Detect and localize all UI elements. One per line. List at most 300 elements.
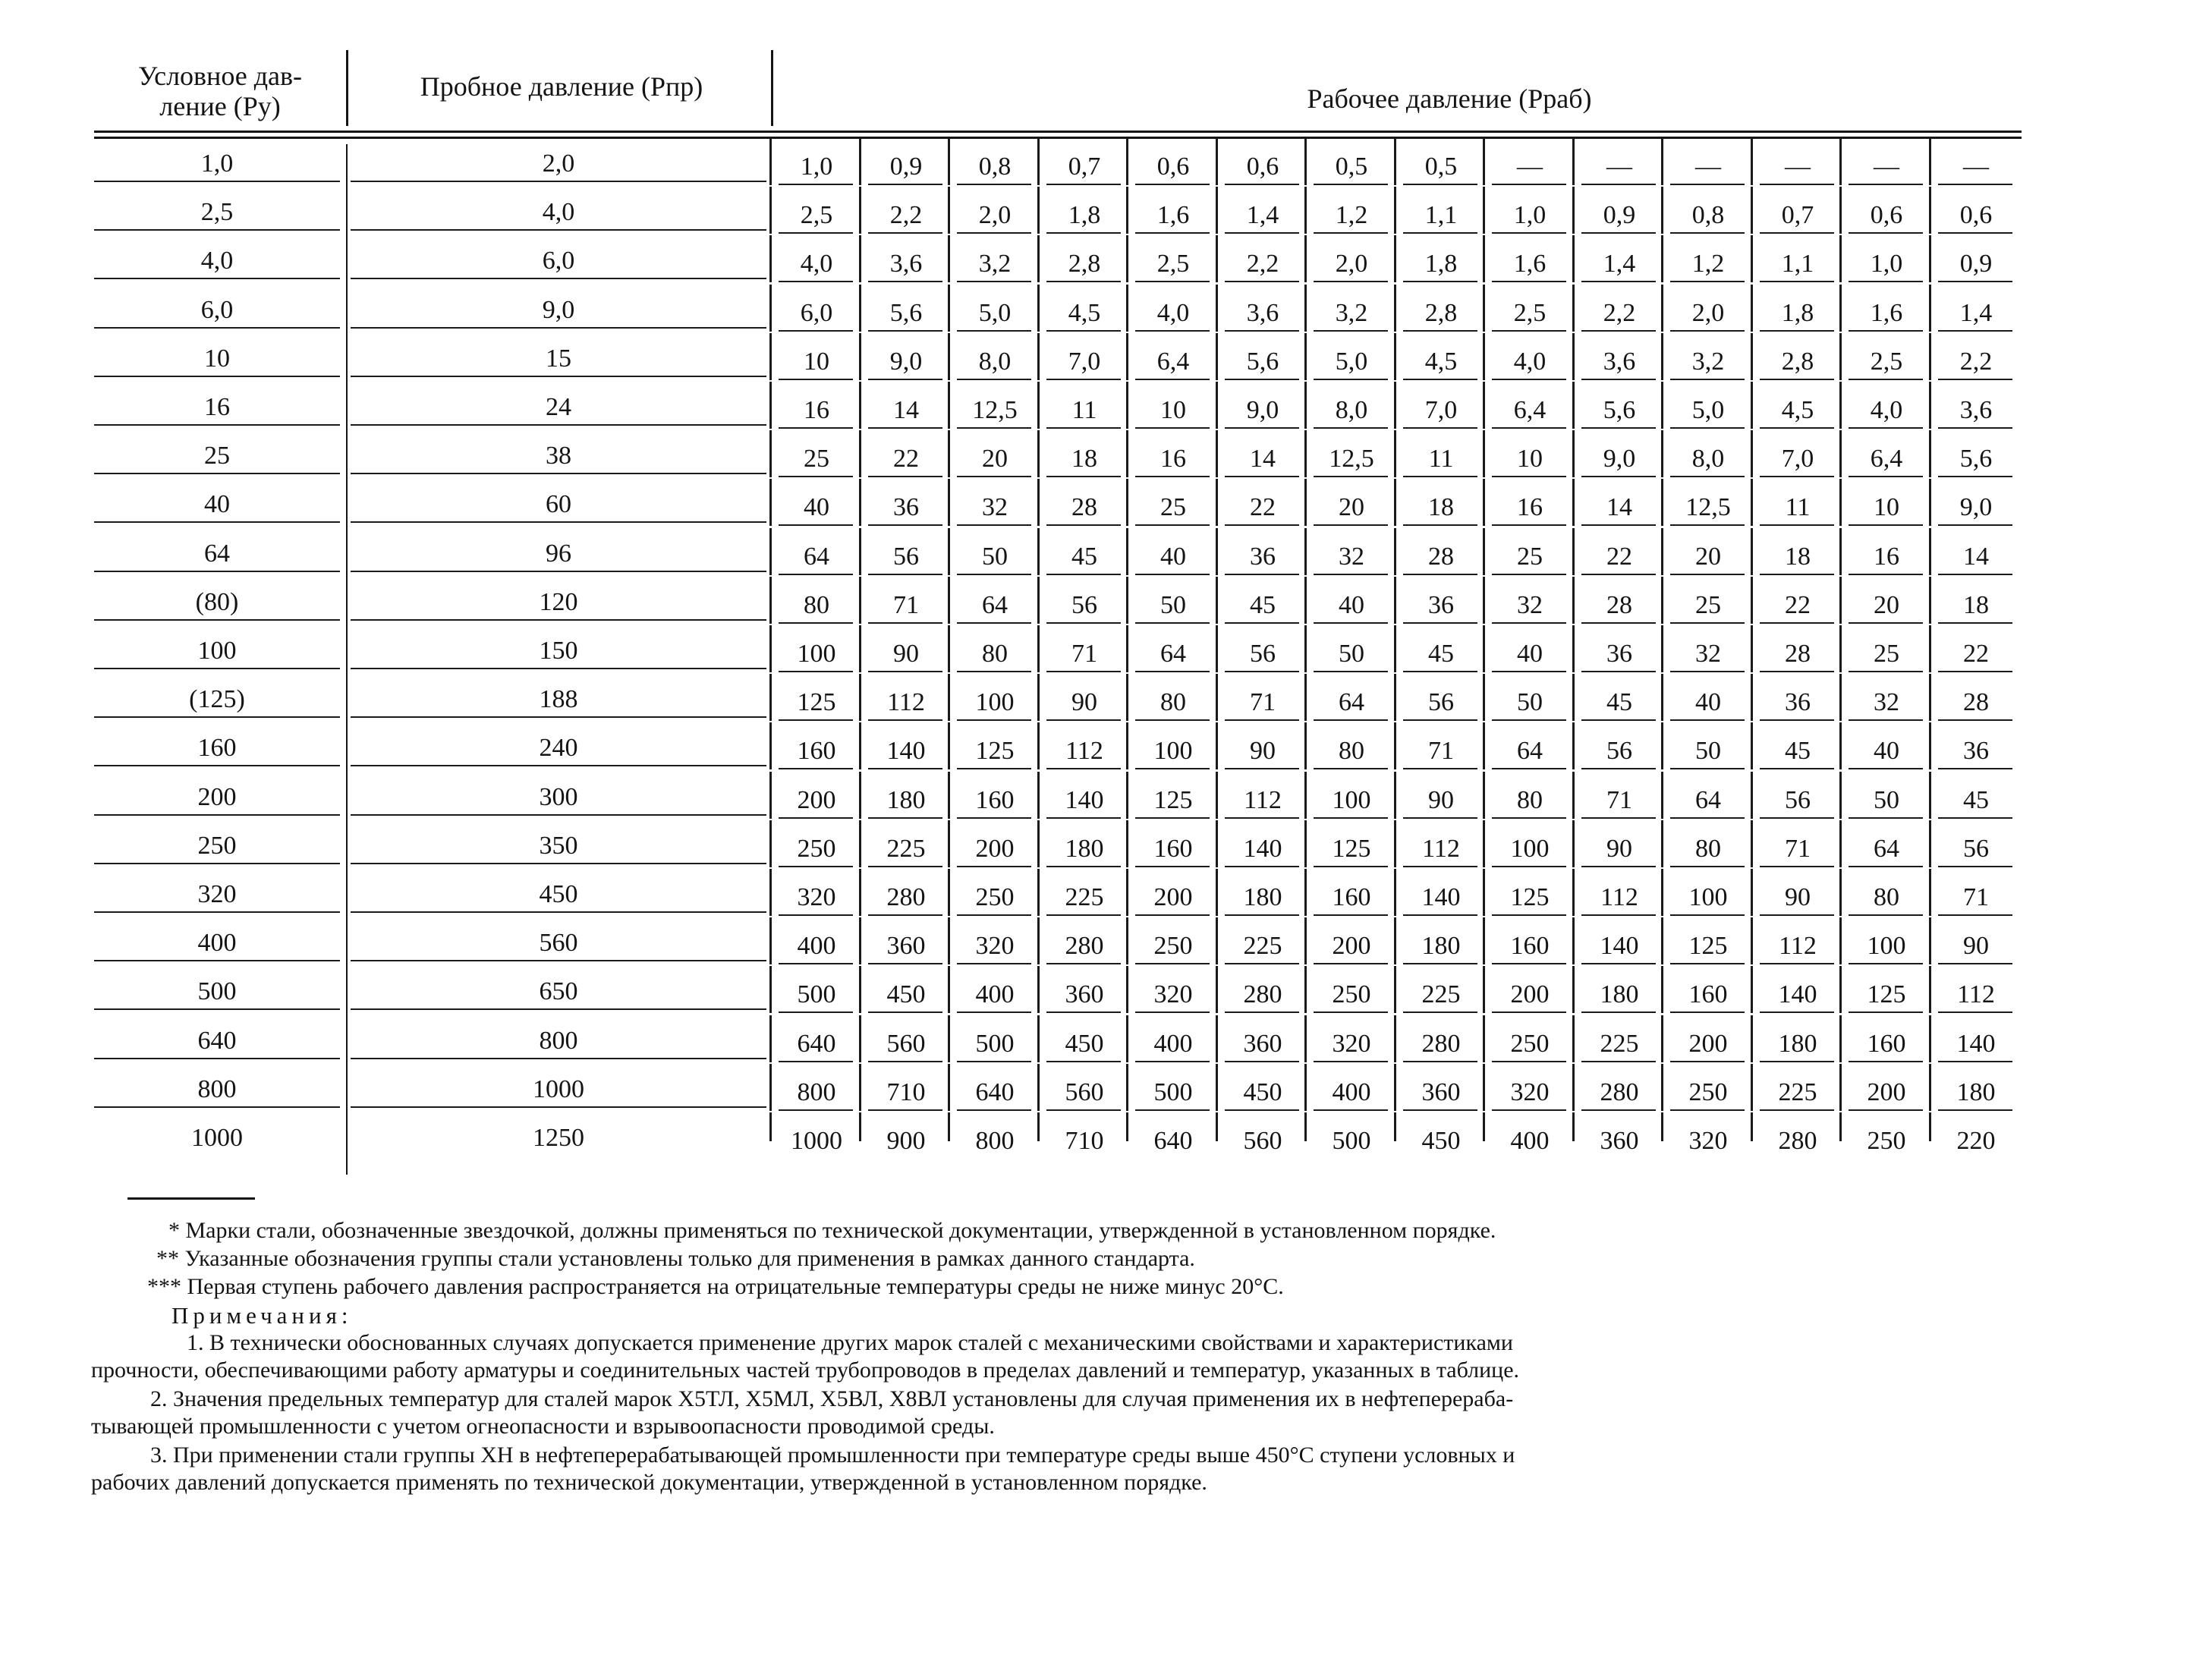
cell-underline xyxy=(1849,1011,1923,1013)
cell-divider xyxy=(1304,917,1307,964)
cell-underline xyxy=(1670,379,1745,380)
cell-divider xyxy=(948,285,950,332)
work-pressure-cell: 0,7 xyxy=(1781,201,1814,229)
cell-underline xyxy=(1046,719,1121,721)
cell-divider xyxy=(1661,772,1663,819)
cell-divider xyxy=(1483,577,1485,624)
cell-underline xyxy=(1403,574,1477,575)
cell-underline xyxy=(868,574,942,575)
cell-divider xyxy=(769,966,772,1013)
work-pressure-cell: 360 xyxy=(1600,1127,1639,1155)
work-pressure-cell: 160 xyxy=(1153,835,1193,863)
cell-divider xyxy=(1929,285,1931,332)
cell-divider xyxy=(1572,138,1575,185)
cell-divider xyxy=(1216,382,1218,429)
cell-divider xyxy=(1751,479,1753,526)
header-conditional-pressure: Условное дав- ление (Pу) xyxy=(137,61,303,121)
work-pressure-cell: 1,6 xyxy=(1156,201,1190,229)
cell-divider xyxy=(1661,577,1663,624)
cell-underline xyxy=(779,427,853,429)
cell-underline xyxy=(1581,671,1656,672)
work-pressure-cell: 160 xyxy=(975,786,1015,814)
cell-divider xyxy=(948,528,950,575)
cell-underline xyxy=(1760,622,1834,624)
work-pressure-cell: 9,0 xyxy=(1246,396,1279,424)
cell-underline xyxy=(1403,1011,1477,1013)
cell-divider xyxy=(1483,869,1485,916)
cell-divider xyxy=(1572,820,1575,867)
cell-underline xyxy=(779,476,853,477)
cell-divider xyxy=(859,869,861,916)
row-underline xyxy=(351,1008,766,1010)
cell-underline xyxy=(1403,719,1477,721)
work-pressure-cell: 100 xyxy=(1153,737,1193,765)
cell-underline xyxy=(1225,817,1299,819)
cell-underline xyxy=(1760,768,1834,769)
cell-divider xyxy=(1751,430,1753,477)
work-pressure-cell: 710 xyxy=(886,1078,926,1106)
cell-underline xyxy=(1760,866,1834,867)
work-pressure-cell: 450 xyxy=(1421,1127,1461,1155)
work-pressure-cell: 9,0 xyxy=(889,348,923,376)
cond-pressure-cell: 40 xyxy=(204,490,230,518)
work-pressure-cell: 800 xyxy=(975,1127,1015,1155)
cell-underline xyxy=(957,963,1031,964)
cell-underline xyxy=(779,914,853,916)
cell-divider xyxy=(859,674,861,721)
cell-underline xyxy=(868,914,942,916)
cell-divider xyxy=(948,382,950,429)
cell-underline xyxy=(868,866,942,867)
work-pressure-cell: 64 xyxy=(1517,737,1543,765)
cell-underline xyxy=(779,330,853,332)
work-pressure-cell: 16 xyxy=(1160,445,1186,473)
cell-divider xyxy=(1661,382,1663,429)
work-pressure-cell: 50 xyxy=(1160,591,1186,619)
work-pressure-cell: 1,8 xyxy=(1068,201,1101,229)
cell-divider xyxy=(1572,625,1575,672)
work-pressure-cell: 50 xyxy=(982,543,1008,571)
cell-underline xyxy=(1314,574,1388,575)
work-pressure-cell: 220 xyxy=(1956,1127,1996,1155)
cell-divider xyxy=(1037,528,1040,575)
cell-divider xyxy=(1839,722,1842,769)
cell-underline xyxy=(1760,914,1834,916)
cell-underline xyxy=(779,768,853,769)
cell-underline xyxy=(1314,281,1388,282)
cell-underline xyxy=(1403,476,1477,477)
row-underline xyxy=(94,229,340,231)
cell-underline xyxy=(1135,817,1210,819)
cell-divider xyxy=(1661,333,1663,380)
cond-pressure-cell: 4,0 xyxy=(200,247,234,275)
cell-divider xyxy=(1483,138,1485,185)
footnote-2: ** Указанные обозначения группы стали установлены только для применения в рамках данного стандарта. xyxy=(156,1246,1195,1271)
cell-underline xyxy=(868,1011,942,1013)
work-pressure-cell: 0,5 xyxy=(1424,153,1458,181)
cell-divider xyxy=(859,285,861,332)
cell-divider xyxy=(1216,430,1218,477)
cell-divider xyxy=(1572,966,1575,1013)
cell-divider xyxy=(1216,138,1218,185)
test-pressure-cell: 15 xyxy=(546,344,571,373)
cell-underline xyxy=(1938,671,2012,672)
cell-divider xyxy=(1661,528,1663,575)
cell-underline xyxy=(1135,1061,1210,1062)
work-pressure-cell: 90 xyxy=(1606,835,1632,863)
work-pressure-cell: 180 xyxy=(1778,1030,1817,1058)
cell-divider xyxy=(1394,577,1396,624)
cell-underline xyxy=(1492,1109,1566,1111)
work-pressure-cell: 45 xyxy=(1428,640,1454,668)
work-pressure-cell: 250 xyxy=(1153,932,1193,960)
cell-divider xyxy=(1037,235,1040,282)
cell-divider xyxy=(1572,1064,1575,1111)
work-pressure-cell: 16 xyxy=(804,396,829,424)
cell-underline xyxy=(1314,768,1388,769)
cell-underline xyxy=(1135,524,1210,526)
cell-divider xyxy=(1394,1064,1396,1111)
cell-underline xyxy=(779,622,853,624)
cell-divider xyxy=(1929,382,1931,429)
cond-pressure-cell: 100 xyxy=(197,637,237,665)
work-pressure-cell: 400 xyxy=(797,932,836,960)
work-pressure-cell: 56 xyxy=(1963,835,1989,863)
cell-underline xyxy=(957,914,1031,916)
cell-divider xyxy=(1304,479,1307,526)
cell-divider xyxy=(1751,1015,1753,1062)
work-pressure-cell: 45 xyxy=(1250,591,1276,619)
work-pressure-cell: 90 xyxy=(1250,737,1276,765)
row-underline xyxy=(351,376,766,377)
work-pressure-cell: 280 xyxy=(886,883,926,911)
test-pressure-cell: 150 xyxy=(539,637,578,665)
cell-underline xyxy=(1046,671,1121,672)
work-pressure-cell: 2,2 xyxy=(889,201,923,229)
cell-divider xyxy=(1483,966,1485,1013)
cell-divider xyxy=(859,625,861,672)
cell-divider xyxy=(1661,1064,1663,1111)
cell-divider xyxy=(769,722,772,769)
cell-divider xyxy=(859,1064,861,1111)
work-pressure-cell: 64 xyxy=(1874,835,1899,863)
cell-underline xyxy=(1135,184,1210,185)
cell-divider xyxy=(1394,528,1396,575)
cell-divider xyxy=(1661,479,1663,526)
cell-divider xyxy=(1394,1112,1396,1141)
work-pressure-cell: 36 xyxy=(1785,688,1811,716)
cell-divider xyxy=(1304,625,1307,672)
cell-underline xyxy=(1670,963,1745,964)
cell-divider xyxy=(1216,479,1218,526)
cell-underline xyxy=(1492,963,1566,964)
cell-underline xyxy=(1046,1061,1121,1062)
cell-divider xyxy=(859,772,861,819)
work-pressure-cell: 320 xyxy=(1153,980,1193,1008)
cell-underline xyxy=(1760,1109,1834,1111)
work-pressure-cell: 0,8 xyxy=(1691,201,1725,229)
cell-underline xyxy=(1581,184,1656,185)
work-pressure-cell: 640 xyxy=(975,1078,1015,1106)
cell-divider xyxy=(769,1064,772,1111)
cell-divider xyxy=(769,479,772,526)
work-pressure-cell: 56 xyxy=(1428,688,1454,716)
cell-underline xyxy=(1938,1011,2012,1013)
cell-underline xyxy=(1581,574,1656,575)
cell-divider xyxy=(1751,869,1753,916)
test-pressure-cell: 120 xyxy=(539,588,578,616)
cell-underline xyxy=(1938,768,2012,769)
cell-divider xyxy=(1751,722,1753,769)
cell-underline xyxy=(1581,330,1656,332)
cell-divider xyxy=(1751,285,1753,332)
cell-underline xyxy=(1046,963,1121,964)
cond-pressure-cell: 1,0 xyxy=(200,149,234,178)
cell-underline xyxy=(1492,914,1566,916)
cell-underline xyxy=(1492,1061,1566,1062)
work-pressure-cell: 9,0 xyxy=(1603,445,1636,473)
cell-underline xyxy=(1760,1011,1834,1013)
cell-underline xyxy=(1670,719,1745,721)
work-pressure-cell: 500 xyxy=(1153,1078,1193,1106)
cell-underline xyxy=(868,719,942,721)
cell-divider xyxy=(769,1112,772,1141)
cell-divider xyxy=(859,333,861,380)
work-pressure-cell: 28 xyxy=(1071,493,1097,521)
work-pressure-cell: 320 xyxy=(797,883,836,911)
cell-divider xyxy=(1483,772,1485,819)
test-pressure-cell: 240 xyxy=(539,734,578,762)
work-pressure-cell: 1,4 xyxy=(1246,201,1279,229)
work-pressure-cell: 1,4 xyxy=(1603,250,1636,278)
cell-underline xyxy=(1492,476,1566,477)
work-pressure-cell: 45 xyxy=(1963,786,1989,814)
work-pressure-cell: 0,6 xyxy=(1959,201,1993,229)
cell-underline xyxy=(1760,817,1834,819)
work-pressure-cell: 22 xyxy=(1250,493,1276,521)
cell-divider xyxy=(859,528,861,575)
cell-underline xyxy=(1225,768,1299,769)
cell-divider xyxy=(1572,674,1575,721)
cell-divider xyxy=(1483,479,1485,526)
cond-pressure-cell: 64 xyxy=(204,540,230,568)
cell-divider xyxy=(948,1015,950,1062)
cell-divider xyxy=(859,820,861,867)
cell-underline xyxy=(1225,184,1299,185)
cell-divider xyxy=(769,333,772,380)
work-pressure-cell: 2,0 xyxy=(1691,299,1725,327)
cell-underline xyxy=(1225,914,1299,916)
cell-divider xyxy=(1304,722,1307,769)
work-pressure-cell: 7,0 xyxy=(1424,396,1458,424)
cell-divider xyxy=(1394,869,1396,916)
row-underline xyxy=(351,1058,766,1059)
row-underline xyxy=(351,814,766,816)
cond-pressure-cell: 16 xyxy=(204,393,230,421)
cell-underline xyxy=(1046,379,1121,380)
cell-underline xyxy=(1225,524,1299,526)
work-pressure-cell: 360 xyxy=(1421,1078,1461,1106)
work-pressure-cell: 80 xyxy=(1517,786,1543,814)
cell-underline xyxy=(1938,476,2012,477)
header-divider-1 xyxy=(346,50,348,126)
cell-divider xyxy=(1751,625,1753,672)
work-pressure-cell: 7,0 xyxy=(1068,348,1101,376)
cell-divider xyxy=(1751,138,1753,185)
cell-divider xyxy=(1572,333,1575,380)
work-pressure-cell: 0,8 xyxy=(978,153,1012,181)
row-underline xyxy=(351,716,766,718)
cell-underline xyxy=(1670,914,1745,916)
work-pressure-cell: 4,5 xyxy=(1781,396,1814,424)
work-pressure-cell: 56 xyxy=(893,543,919,571)
work-pressure-cell: 160 xyxy=(1510,932,1550,960)
column-divider-1 xyxy=(346,144,348,1175)
cell-underline xyxy=(1135,574,1210,575)
work-pressure-cell: 71 xyxy=(1785,835,1811,863)
work-pressure-cell: 45 xyxy=(1071,543,1097,571)
cell-divider xyxy=(1839,1064,1842,1111)
cell-underline xyxy=(1492,184,1566,185)
note-3-line-2: рабочих давлений допускается применять по технической документации, утвержденной в установленном порядке. xyxy=(91,1470,1207,1495)
work-pressure-cell: 22 xyxy=(893,445,919,473)
work-pressure-cell: 71 xyxy=(1428,737,1454,765)
test-pressure-cell: 6,0 xyxy=(542,247,575,275)
cell-underline xyxy=(1403,184,1477,185)
cell-underline xyxy=(1849,768,1923,769)
row-underline xyxy=(94,181,340,182)
header-test-pressure: Пробное давление (Pпр) xyxy=(420,71,703,102)
work-pressure-cell: 1,8 xyxy=(1781,299,1814,327)
cell-divider xyxy=(1394,138,1396,185)
work-pressure-cell: 320 xyxy=(975,932,1015,960)
work-pressure-cell: 4,0 xyxy=(800,250,833,278)
cell-underline xyxy=(1135,232,1210,234)
work-pressure-cell: 9,0 xyxy=(1959,493,1993,521)
work-pressure-cell: 180 xyxy=(1243,883,1282,911)
cell-divider xyxy=(1839,772,1842,819)
cell-divider xyxy=(1216,1112,1218,1141)
cell-divider xyxy=(1126,772,1128,819)
cell-divider xyxy=(1304,138,1307,185)
note-1-line-2: прочности, обеспечивающими работу арматуры и соединительных частей трубопроводов в пределах давлений и температур, указанных в таблице. xyxy=(91,1358,1520,1383)
cell-divider xyxy=(1216,285,1218,332)
work-pressure-cell: 250 xyxy=(1510,1030,1550,1058)
work-pressure-cell: 320 xyxy=(1510,1078,1550,1106)
cell-divider xyxy=(1751,333,1753,380)
work-pressure-cell: 0,6 xyxy=(1246,153,1279,181)
work-pressure-cell: 1,0 xyxy=(1870,250,1903,278)
cell-divider xyxy=(1126,674,1128,721)
row-underline xyxy=(94,863,340,864)
cell-underline xyxy=(1581,817,1656,819)
row-underline xyxy=(94,327,340,329)
row-underline xyxy=(94,424,340,426)
cell-divider xyxy=(1394,382,1396,429)
row-underline xyxy=(94,278,340,279)
cell-underline xyxy=(1581,622,1656,624)
row-underline xyxy=(351,521,766,523)
cell-underline xyxy=(1760,232,1834,234)
cell-underline xyxy=(1581,866,1656,867)
cell-divider xyxy=(1126,187,1128,234)
work-pressure-cell: 160 xyxy=(1332,883,1371,911)
cell-underline xyxy=(1403,866,1477,867)
cell-underline xyxy=(868,1109,942,1111)
cell-divider xyxy=(1751,382,1753,429)
cell-underline xyxy=(1849,379,1923,380)
cell-divider xyxy=(1394,1015,1396,1062)
cell-underline xyxy=(779,184,853,185)
work-pressure-cell: 2,2 xyxy=(1246,250,1279,278)
work-pressure-cell: 0,9 xyxy=(889,153,923,181)
row-underline xyxy=(351,571,766,572)
cell-divider xyxy=(1839,966,1842,1013)
cell-divider xyxy=(1394,674,1396,721)
cell-underline xyxy=(1938,524,2012,526)
cell-divider xyxy=(859,138,861,185)
row-underline xyxy=(94,571,340,572)
work-pressure-cell: 640 xyxy=(797,1030,836,1058)
work-pressure-cell: — xyxy=(1695,153,1721,181)
cell-divider xyxy=(1929,869,1931,916)
cell-underline xyxy=(1581,719,1656,721)
cell-underline xyxy=(1225,574,1299,575)
cell-divider xyxy=(1216,333,1218,380)
cell-divider xyxy=(1126,382,1128,429)
work-pressure-cell: 2,5 xyxy=(1513,299,1547,327)
cell-underline xyxy=(1938,963,2012,964)
work-pressure-cell: 320 xyxy=(1688,1127,1728,1155)
cell-underline xyxy=(1581,524,1656,526)
cell-underline xyxy=(868,671,942,672)
work-pressure-cell: 225 xyxy=(1600,1030,1639,1058)
note-2-line-1: 2. Значения предельных температур для сталей марок Х5ТЛ, Х5МЛ, Х5ВЛ, Х8ВЛ установлены для случая применения их в нефтеперераба- xyxy=(150,1386,1514,1411)
cell-divider xyxy=(769,382,772,429)
cell-divider xyxy=(1839,235,1842,282)
work-pressure-cell: 200 xyxy=(797,786,836,814)
cell-underline xyxy=(1046,524,1121,526)
cell-divider xyxy=(1394,722,1396,769)
cell-divider xyxy=(1483,917,1485,964)
cell-underline xyxy=(1403,963,1477,964)
work-pressure-cell: 225 xyxy=(1243,932,1282,960)
work-pressure-cell: 112 xyxy=(887,688,925,716)
work-pressure-cell: 36 xyxy=(1428,591,1454,619)
work-pressure-cell: 1,1 xyxy=(1424,201,1458,229)
cell-underline xyxy=(1314,524,1388,526)
row-underline xyxy=(351,765,766,766)
cell-divider xyxy=(1929,1064,1931,1111)
cond-pressure-cell: 320 xyxy=(197,880,237,908)
cell-divider xyxy=(1304,430,1307,477)
test-pressure-cell: 350 xyxy=(539,832,578,860)
cell-divider xyxy=(769,430,772,477)
cell-underline xyxy=(1492,817,1566,819)
row-underline xyxy=(351,473,766,474)
work-pressure-cell: 280 xyxy=(1065,932,1104,960)
work-pressure-cell: 14 xyxy=(893,396,919,424)
cell-divider xyxy=(1751,187,1753,234)
work-pressure-cell: 32 xyxy=(1695,640,1721,668)
cell-divider xyxy=(1751,235,1753,282)
cell-underline xyxy=(779,574,853,575)
cell-underline xyxy=(1225,622,1299,624)
cell-underline xyxy=(1938,281,2012,282)
cell-divider xyxy=(1037,966,1040,1013)
cell-divider xyxy=(1483,430,1485,477)
work-pressure-cell: 3,6 xyxy=(1959,396,1993,424)
